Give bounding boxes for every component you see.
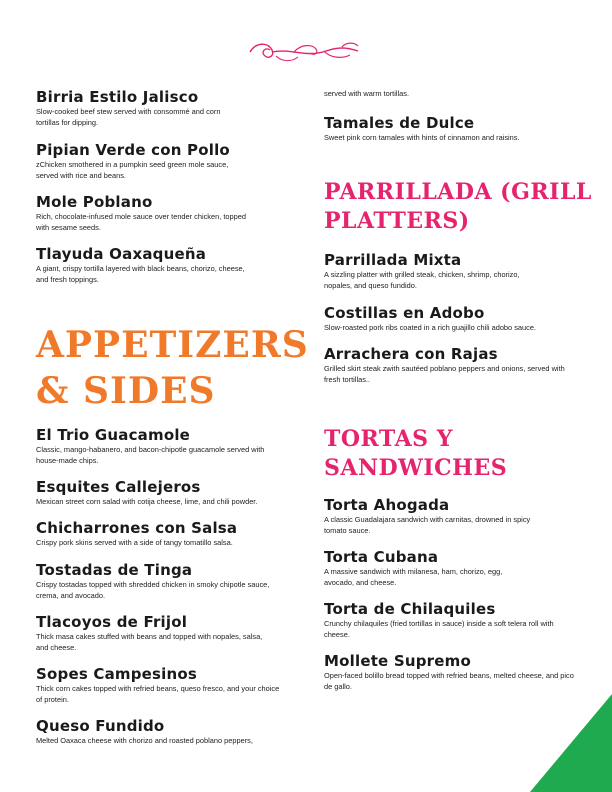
menu-item	[324, 114, 576, 144]
menu-item	[324, 345, 576, 385]
item-name: Birria Estilo Jalisco	[36, 88, 199, 106]
menu-item	[36, 141, 286, 181]
item-description: A giant, crispy tortilla layered with black beans, chorizo, cheese, and fresh toppings.	[36, 264, 245, 284]
menu-item	[36, 426, 286, 466]
item-description: Mexican street corn salad with cotija cheese, lime, and chili powder.	[36, 497, 258, 506]
menu-item	[36, 193, 286, 233]
menu-item	[36, 613, 286, 653]
menu-item	[324, 304, 576, 334]
item-description: zChicken smothered in a pumpkin seed green mole sauce, served with rice and beans.	[36, 160, 229, 180]
section-title-appetizers: APPETIZERS	[36, 324, 309, 366]
item-name: Queso Fundido	[36, 717, 165, 735]
item-name: Torta de Chilaquiles	[324, 600, 496, 618]
item-description: Rich, chocolate-infused mole sauce over tender chicken, topped with sesame seeds.	[36, 212, 246, 232]
menu-item	[324, 652, 576, 692]
item-description: A sizzling platter with grilled steak, chicken, shrimp, chorizo, nopales, and queso fundido.	[324, 270, 520, 290]
item-name: Esquites Callejeros	[36, 478, 201, 496]
section-title-tortas-line2: SANDWICHES	[324, 455, 508, 481]
item-name: Parrillada Mixta	[324, 251, 462, 269]
menu-item	[36, 245, 286, 285]
item-name: Mollete Supremo	[324, 652, 471, 670]
menu-item	[324, 496, 576, 536]
item-name: Torta Ahogada	[324, 496, 450, 514]
item-name: Costillas en Adobo	[324, 304, 485, 322]
item-name: Tostadas de Tinga	[36, 561, 193, 579]
menu-item	[36, 665, 286, 705]
item-description: Crunchy chilaquiles (fried tortillas in sauce) inside a soft telera roll with cheese.	[324, 619, 554, 639]
item-description: Crispy pork skins served with a side of tangy tomatillo salsa.	[36, 538, 233, 547]
menu-item	[36, 478, 286, 508]
section-title-tortas: TORTAS Y	[324, 426, 453, 452]
section-title-parrillada: PARRILLADA (GRILL	[324, 179, 592, 205]
item-name: Tamales de Dulce	[324, 114, 475, 132]
menu-item	[36, 717, 286, 747]
item-description: Crispy tostadas topped with shredded chicken in smoky chipotle sauce, crema, and avocado.	[36, 580, 270, 600]
menu-item	[36, 561, 286, 601]
corner-triangle-decoration	[530, 694, 612, 792]
menu-item	[324, 600, 576, 640]
item-description-continuation: served with warm tortillas.	[324, 89, 410, 98]
item-name: Sopes Campesinos	[36, 665, 198, 683]
item-description: Sweet pink corn tamales with hints of cinnamon and raisins.	[324, 133, 520, 142]
menu-item	[36, 88, 286, 128]
item-description: Melted Oaxaca cheese with chorizo and roasted poblano peppers,	[36, 736, 253, 745]
item-name: El Trio Guacamole	[36, 426, 191, 444]
item-description: Thick corn cakes topped with refried beans, queso fresco, and your choice of protein.	[36, 684, 280, 704]
item-description: Classic, mango-habanero, and bacon-chipotle guacamole served with house-made chips.	[36, 445, 265, 465]
section-title-parrillada-line2: PLATTERS)	[324, 208, 470, 234]
item-name: Tlayuda Oaxaqueña	[36, 245, 207, 263]
item-name: Chicharrones con Salsa	[36, 519, 238, 537]
item-description: Grilled skirt steak zwith sautéed poblano peppers and onions, served with fresh tortillas..	[324, 364, 565, 384]
item-name: Arrachera con Rajas	[324, 345, 498, 363]
item-description: Slow-cooked beef stew served with consommé and corn tortillas for dipping.	[36, 107, 221, 127]
item-name: Pipian Verde con Pollo	[36, 141, 230, 159]
item-name: Mole Poblano	[36, 193, 153, 211]
menu-item	[36, 519, 286, 549]
item-description: Slow-roasted pork ribs coated in a rich guajillo chili adobo sauce.	[324, 323, 536, 332]
menu-item	[324, 251, 576, 291]
item-name: Torta Cubana	[324, 548, 439, 566]
item-description: A classic Guadalajara sandwich with carnitas, drowned in spicy tomato sauce.	[324, 515, 531, 535]
section-title-appetizers-line2: & SIDES	[36, 370, 216, 412]
menu-item	[324, 548, 576, 588]
item-name: Tlacoyos de Frijol	[36, 613, 188, 631]
flourish-icon	[246, 38, 364, 66]
item-description: Open-faced bolillo bread topped with refried beans, melted cheese, and pico de gallo.	[324, 671, 574, 691]
item-description: A massive sandwich with milanesa, ham, chorizo, egg, avocado, and cheese.	[324, 567, 503, 587]
item-description: Thick masa cakes stuffed with beans and topped with nopales, salsa, and cheese.	[36, 632, 263, 652]
